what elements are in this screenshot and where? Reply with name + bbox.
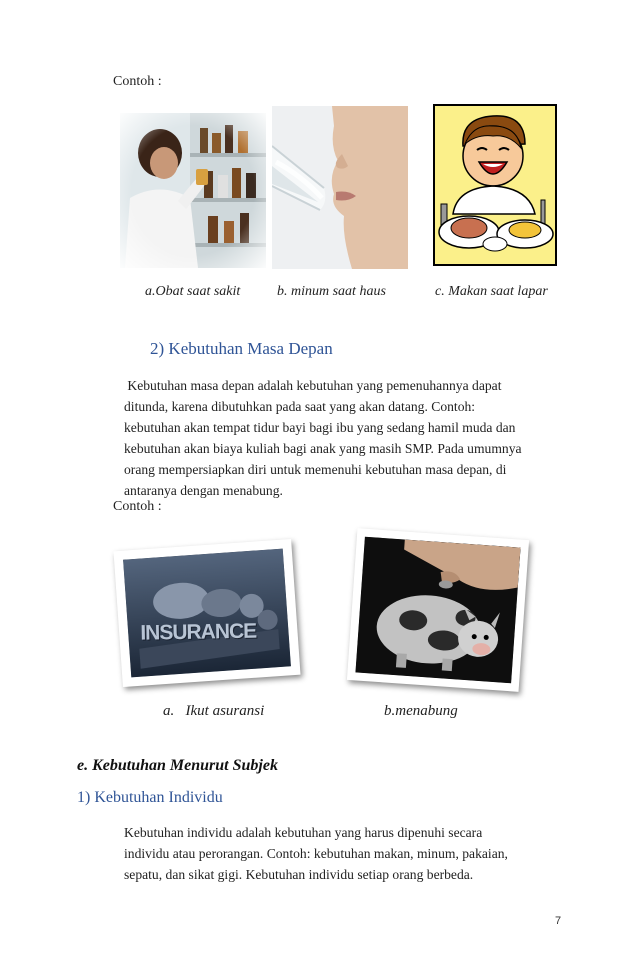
caption-saving: b.menabung xyxy=(384,703,458,719)
caption-medicine: a.Obat saat sakit xyxy=(145,284,241,299)
caption-eat: c. Makan saat lapar xyxy=(435,284,548,299)
insurance-illustration xyxy=(123,549,291,678)
medicine-photo xyxy=(120,113,266,268)
paragraph-line: sepatu, dan sikat gigi. Kebutuhan individu setiap orang berbeda. xyxy=(124,867,474,882)
paragraph-line: kebutuhan akan biaya kuliah bagi anak yang masih SMP. Pada umumnya xyxy=(124,441,522,456)
drinking-illustration xyxy=(272,106,408,269)
caption-drink: b. minum saat haus xyxy=(277,284,386,299)
paragraph-individual-needs xyxy=(124,822,594,885)
eating-illustration xyxy=(433,104,557,268)
paragraph-line: antaranya dengan menabung. xyxy=(124,483,283,498)
paragraph-future-needs xyxy=(124,375,594,501)
drinking-photo xyxy=(272,106,408,269)
insurance-photo xyxy=(123,549,291,678)
paragraph-line: Kebutuhan masa depan adalah kebutuhan yang pemenuhannya dapat xyxy=(124,378,502,393)
paragraph-line: individu atau perorangan. Contoh: kebutuhan makan, minum, pakaian, xyxy=(124,846,508,861)
paragraph-line: kebutuhan akan tempat tidur bayi bagi ibu yang sedang hamil muda dan xyxy=(124,420,516,435)
example-label-1: Contoh : xyxy=(113,74,162,89)
paragraph-line: Kebutuhan individu adalah kebutuhan yang harus dipenuhi secara xyxy=(124,825,483,840)
page-number: 7 xyxy=(555,915,562,927)
example-label-2: Contoh : xyxy=(113,499,162,514)
insurance-photo-frame xyxy=(113,539,300,687)
heading-future-needs: 2) Kebutuhan Masa Depan xyxy=(150,339,333,358)
heading-needs-by-subject: e. Kebutuhan Menurut Subjek xyxy=(77,757,278,774)
subheading-individual-needs: 1) Kebutuhan Individu xyxy=(77,789,223,806)
paragraph-line: orang mempersiapkan diri untuk memenuhi kebutuhan masa depan, di xyxy=(124,462,507,477)
paragraph-line: ditunda, karena dibutuhkan pada saat yang akan datang. Contoh: xyxy=(124,399,476,414)
medicine-illustration xyxy=(120,113,266,268)
caption-insurance: a. Ikut asuransi xyxy=(163,703,265,719)
piggybank-photo-frame xyxy=(347,528,529,692)
eating-cartoon xyxy=(433,104,557,268)
insurance-text: INSURANCE xyxy=(140,619,257,645)
piggybank-illustration xyxy=(355,537,520,684)
piggybank-photo xyxy=(355,537,520,684)
